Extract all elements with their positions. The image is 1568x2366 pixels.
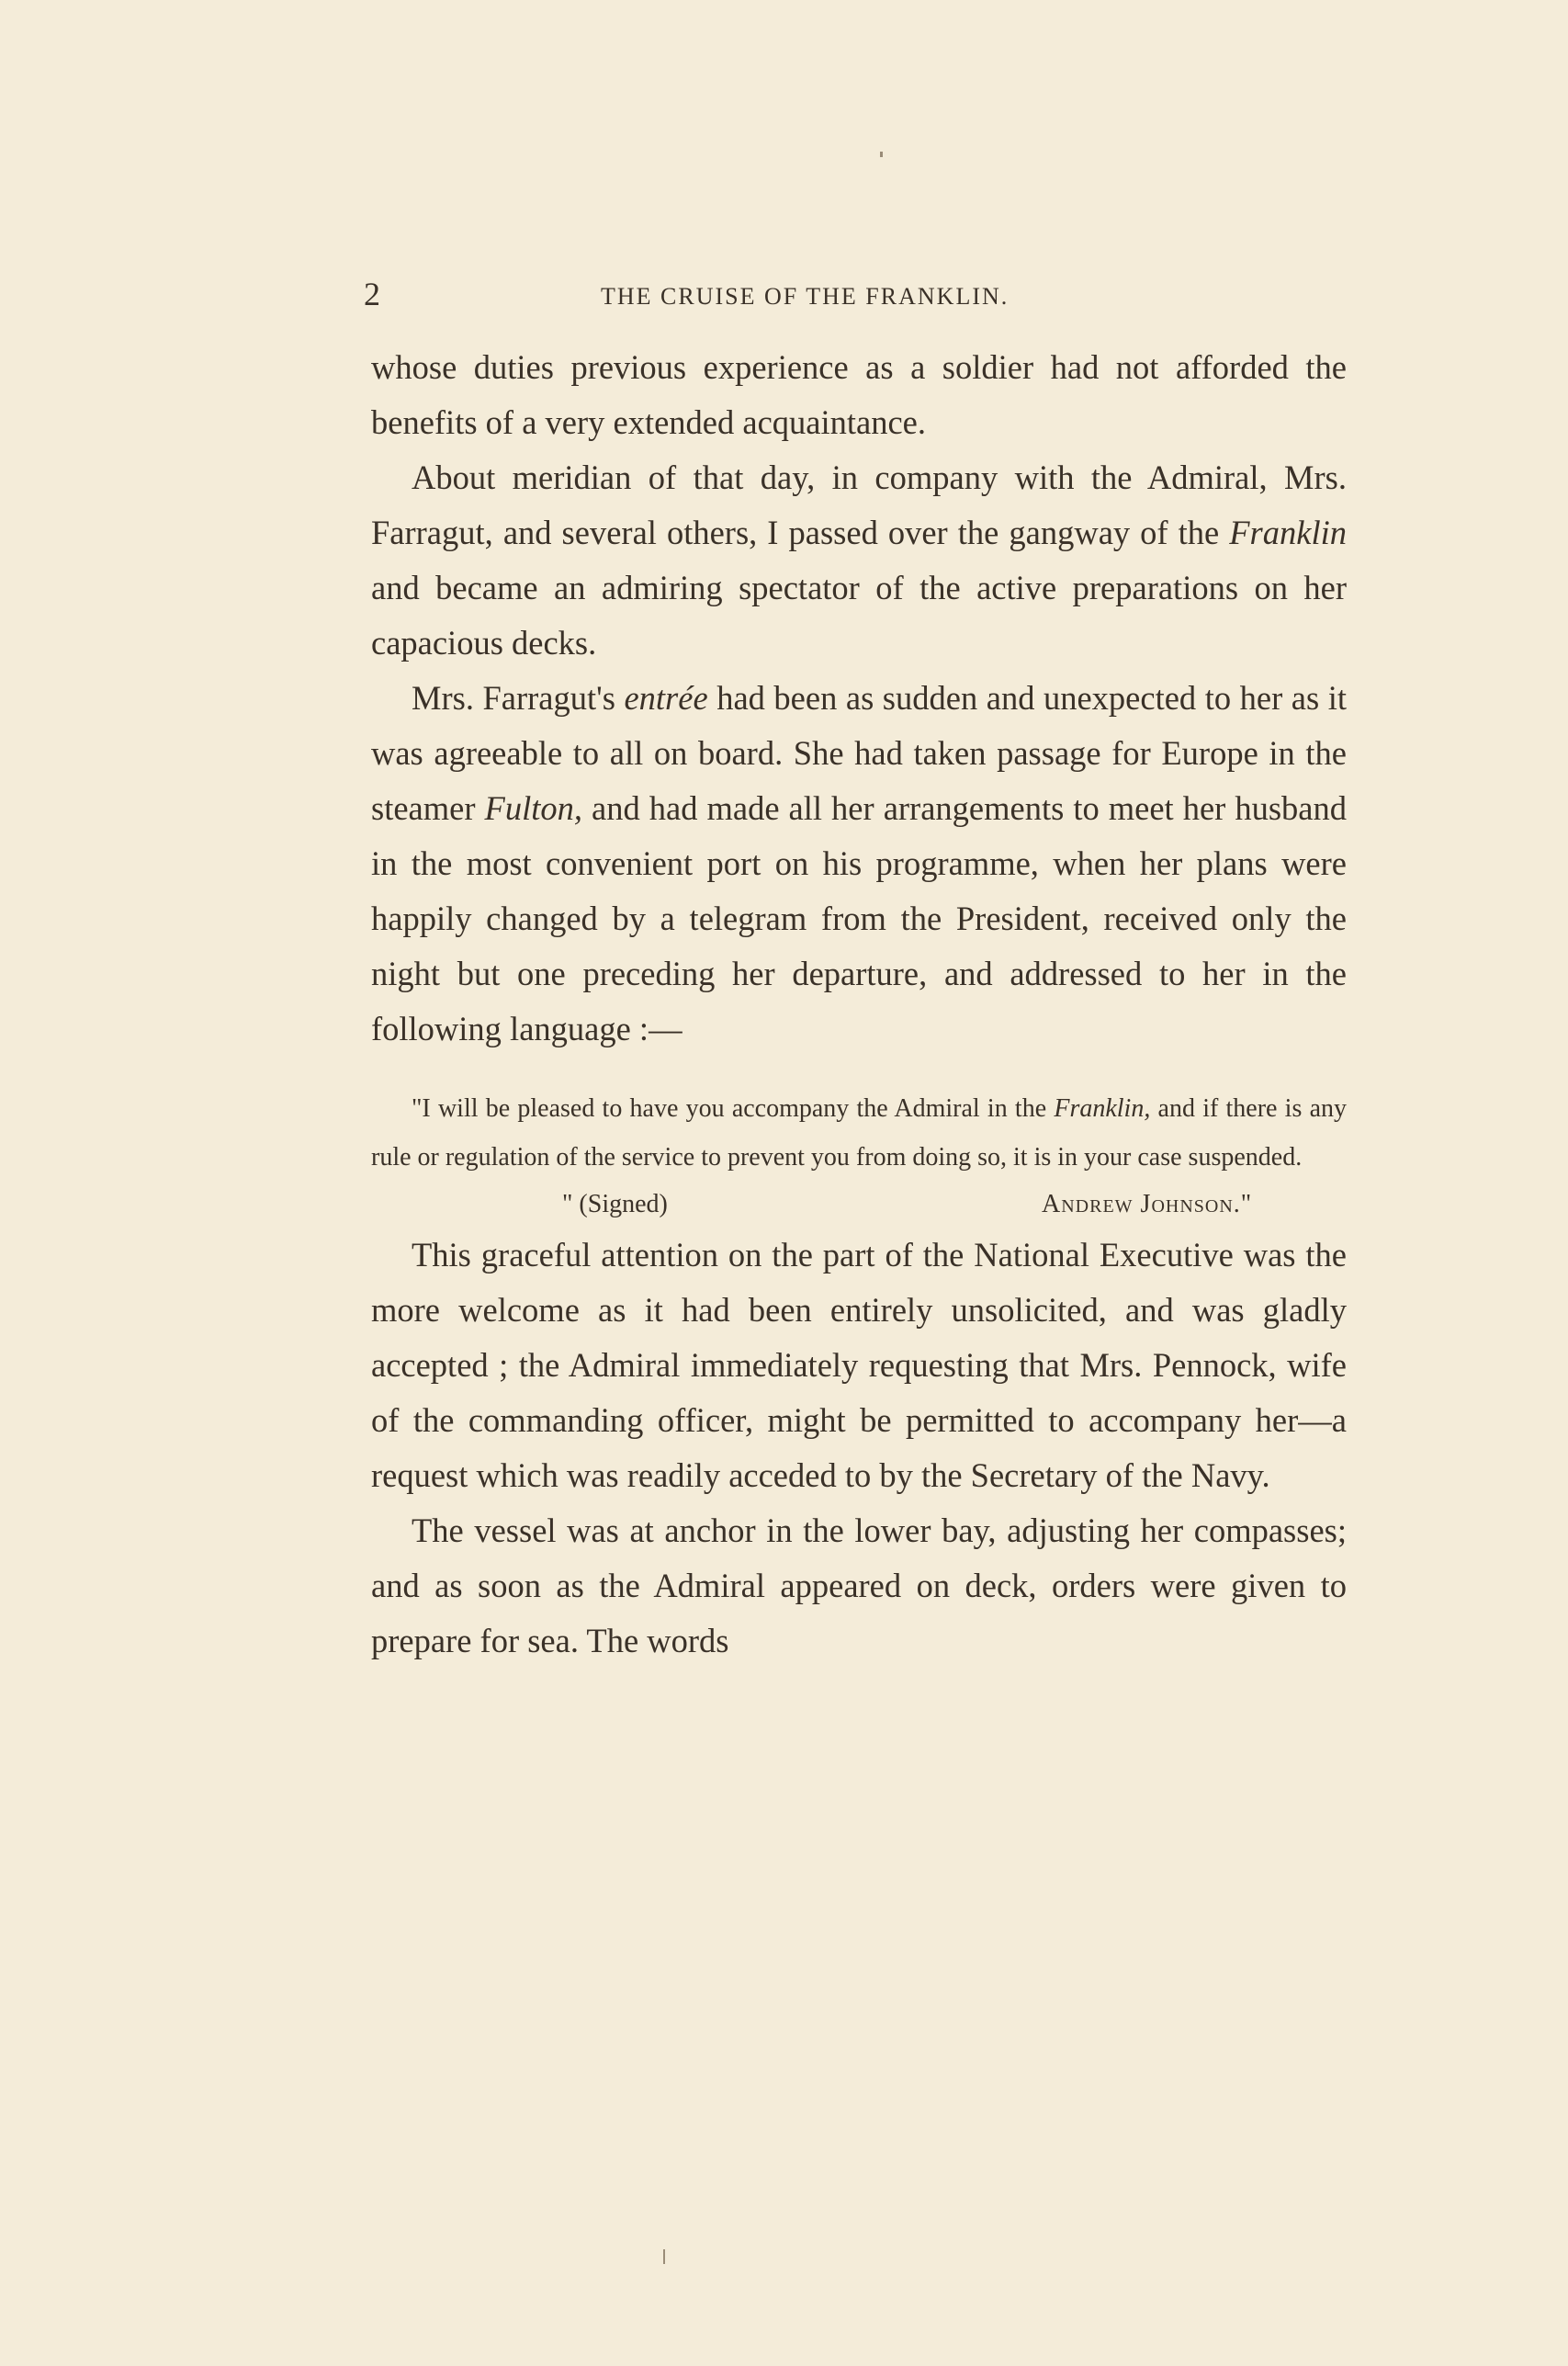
paragraph-text: The vessel was at anchor in the lower bay, adjusting her compasses; and as soon as the Admiral appeared on deck, orders were given to prepare for sea. The words	[371, 1511, 1347, 1659]
paragraph	[371, 1503, 1347, 1669]
paragraph	[371, 1228, 1347, 1503]
ship-name: Fulton,	[484, 789, 582, 827]
paragraph	[371, 450, 1347, 671]
paper-speck-mark	[663, 2249, 665, 2264]
ship-name: Franklin,	[1054, 1094, 1151, 1123]
signed-label: " (Signed)	[562, 1190, 668, 1218]
paragraph-text: had been as sudden and unexpected to her as it was agreeable to all on board. She had taken passage for Europe in the steamer	[371, 679, 1347, 827]
paragraph-text: This graceful attention on the part of the National Executive was the more welcome as it had been entirely unsolicited, and was gladly accepted ; the Admiral immediately requesting that Mrs. Pennock, wife of the commanding officer, might be permitted to accompany her—a request which was readily acceded to by the Secretary of the Navy.	[371, 1236, 1347, 1494]
paper-speck-mark	[880, 152, 883, 157]
page-header	[364, 271, 1350, 317]
paragraph-text: Mrs. Farragut's	[412, 679, 625, 717]
paragraph-text: and had made all her arrangements to meet her husband in the most convenient port on his programme, when her plans were happily changed by a telegram from the President, received only the night but one preceding her departure, and addressed to her in the following language :—	[371, 789, 1347, 1047]
italic-word: entrée	[624, 679, 708, 717]
telegram-quote	[371, 1084, 1347, 1228]
ship-name: Franklin	[1229, 514, 1347, 551]
paragraph-text: and became an admiring spectator of the active preparations on her capacious decks.	[371, 569, 1347, 662]
telegram-signature	[371, 1182, 1347, 1228]
running-head: THE CRUISE OF THE FRANKLIN.	[601, 283, 1010, 310]
body-text	[371, 340, 1347, 1669]
telegram-text	[371, 1084, 1347, 1182]
paragraph	[371, 340, 1347, 450]
paragraph-text: About meridian of that day, in company with the Admiral, Mrs. Farragut, and several others, I passed over the gangway of the	[371, 458, 1347, 551]
quote-text: "I will be pleased to have you accompany the Admiral in the	[412, 1094, 1055, 1123]
paragraph-text: whose duties previous experience as a soldier had not afforded the benefits of a very extended acquaintance.	[371, 348, 1347, 441]
quote-text: and if there is any rule or regulation of the service to prevent you from doing so, it is in your case suspended.	[371, 1094, 1347, 1172]
paragraph	[371, 671, 1347, 1057]
page-number: 2	[364, 276, 380, 312]
signatory-name: Andrew Johnson."	[1042, 1190, 1253, 1218]
